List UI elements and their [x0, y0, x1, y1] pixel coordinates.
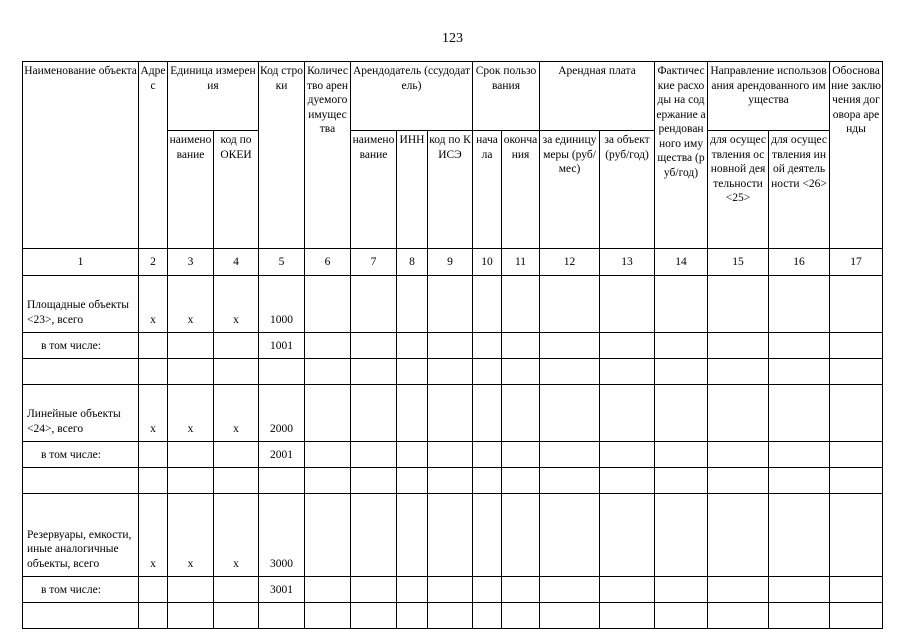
table-cell — [540, 603, 600, 629]
table-cell — [600, 468, 655, 494]
table-row — [23, 442, 883, 468]
row-line-code: 3001 — [259, 577, 305, 603]
table-cell — [305, 468, 351, 494]
table-cell — [600, 494, 655, 577]
row-name: в том числе: — [23, 442, 139, 468]
table-cell — [540, 385, 600, 442]
header-lessor-kise: код по КИСЭ — [428, 131, 473, 249]
row-name — [23, 603, 139, 629]
header-term-end: окончания — [502, 131, 540, 249]
table-cell — [305, 603, 351, 629]
row-address — [139, 603, 168, 629]
table-cell — [351, 333, 397, 359]
row-address: х — [139, 385, 168, 442]
row-address — [139, 577, 168, 603]
table-cell — [351, 442, 397, 468]
table-cell — [351, 494, 397, 577]
row-line-code — [259, 468, 305, 494]
table-cell — [830, 494, 883, 577]
table-cell — [830, 468, 883, 494]
table-cell — [502, 468, 540, 494]
column-number: 12 — [540, 249, 600, 276]
row-unit-okei — [214, 577, 259, 603]
table-cell — [473, 603, 502, 629]
header-lessor-name: наименование — [351, 131, 397, 249]
header-term: Срок пользования — [473, 62, 540, 131]
table-cell — [428, 442, 473, 468]
data-rows — [23, 276, 883, 629]
row-address — [139, 442, 168, 468]
lease-form-table — [22, 61, 883, 629]
table-cell — [502, 603, 540, 629]
row-unit-name — [168, 577, 214, 603]
table-row — [23, 468, 883, 494]
table-cell — [473, 577, 502, 603]
table-cell — [830, 385, 883, 442]
table-cell — [600, 385, 655, 442]
table-cell — [540, 359, 600, 385]
column-number: 3 — [168, 249, 214, 276]
table-row — [23, 494, 883, 577]
column-number: 11 — [502, 249, 540, 276]
table-cell — [655, 333, 708, 359]
table-cell — [351, 359, 397, 385]
table-cell — [655, 385, 708, 442]
table-cell — [305, 333, 351, 359]
header-lessor-inn: ИНН — [397, 131, 428, 249]
table-cell — [540, 442, 600, 468]
table-cell — [397, 577, 428, 603]
table-cell — [830, 603, 883, 629]
table-cell — [397, 494, 428, 577]
row-unit-name: х — [168, 276, 214, 333]
table-cell — [502, 442, 540, 468]
table-cell — [351, 577, 397, 603]
table-cell — [428, 603, 473, 629]
table-cell — [769, 385, 830, 442]
table-cell — [655, 494, 708, 577]
table-cell — [600, 276, 655, 333]
row-unit-name — [168, 333, 214, 359]
row-unit-okei — [214, 468, 259, 494]
row-address — [139, 359, 168, 385]
table-cell — [351, 385, 397, 442]
row-unit-name — [168, 442, 214, 468]
table-cell — [769, 359, 830, 385]
table-cell — [655, 577, 708, 603]
table-cell — [428, 333, 473, 359]
table-cell — [708, 577, 769, 603]
table-cell — [473, 385, 502, 442]
table-cell — [769, 442, 830, 468]
header-usage: Направление использования арендованного имущества — [708, 62, 830, 131]
column-number: 7 — [351, 249, 397, 276]
row-unit-name — [168, 468, 214, 494]
table-cell — [473, 276, 502, 333]
table-cell — [769, 577, 830, 603]
table-cell — [305, 276, 351, 333]
table-cell — [305, 442, 351, 468]
table-cell — [351, 603, 397, 629]
table-cell — [305, 494, 351, 577]
table-cell — [397, 385, 428, 442]
table-cell — [502, 276, 540, 333]
table-cell — [502, 333, 540, 359]
row-line-code: 2001 — [259, 442, 305, 468]
row-name: в том числе: — [23, 577, 139, 603]
table-cell — [769, 494, 830, 577]
row-address — [139, 468, 168, 494]
table-cell — [397, 276, 428, 333]
table-row — [23, 385, 883, 442]
row-name: Линейные объекты <24>, всего — [23, 385, 139, 442]
column-number-row — [23, 249, 883, 276]
header-quantity: Количество арендуемого имущества — [305, 62, 351, 249]
table-cell — [830, 442, 883, 468]
row-unit-okei — [214, 359, 259, 385]
table-cell — [769, 276, 830, 333]
row-name: Резервуары, емкости, иные аналогичные объекты, всего — [23, 494, 139, 577]
table-cell — [397, 468, 428, 494]
header-unit-name: наименование — [168, 131, 214, 249]
header-rent-per-unit: за единицу меры (руб/мес) — [540, 131, 600, 249]
row-unit-name — [168, 603, 214, 629]
header-address: Адрес — [139, 62, 168, 249]
table-cell — [600, 359, 655, 385]
header-lessor: Арендодатель (ссудодатель) — [351, 62, 473, 131]
table-cell — [397, 603, 428, 629]
table-cell — [473, 359, 502, 385]
table-cell — [655, 442, 708, 468]
table-row — [23, 603, 883, 629]
row-address: х — [139, 494, 168, 577]
table-cell — [428, 385, 473, 442]
table-cell — [540, 577, 600, 603]
table-cell — [351, 276, 397, 333]
table-cell — [428, 577, 473, 603]
table-cell — [473, 468, 502, 494]
table-cell — [397, 359, 428, 385]
column-number: 6 — [305, 249, 351, 276]
column-number: 4 — [214, 249, 259, 276]
row-address — [139, 333, 168, 359]
table-cell — [502, 577, 540, 603]
header-rent-per-object: за объект (руб/год) — [600, 131, 655, 249]
table-cell — [473, 494, 502, 577]
header-unit: Единица измерения — [168, 62, 259, 131]
table-row — [23, 333, 883, 359]
table-cell — [502, 385, 540, 442]
row-unit-okei: х — [214, 385, 259, 442]
table-cell — [655, 468, 708, 494]
header-usage-other: для осуществления иной деятельности <26> — [769, 131, 830, 249]
table-cell — [830, 333, 883, 359]
row-line-code — [259, 603, 305, 629]
table-cell — [540, 494, 600, 577]
table-cell — [397, 333, 428, 359]
table-cell — [655, 276, 708, 333]
table-cell — [708, 385, 769, 442]
row-unit-okei: х — [214, 276, 259, 333]
row-line-code: 1000 — [259, 276, 305, 333]
row-address: х — [139, 276, 168, 333]
row-unit-name — [168, 359, 214, 385]
table-cell — [502, 359, 540, 385]
header-justification: Обоснование заключения договора аренды — [830, 62, 883, 249]
table-row — [23, 577, 883, 603]
table-cell — [769, 603, 830, 629]
table-cell — [708, 333, 769, 359]
header-name: Наименование объекта — [23, 62, 139, 249]
table-cell — [708, 603, 769, 629]
table-cell — [397, 442, 428, 468]
table-cell — [428, 468, 473, 494]
row-unit-okei: х — [214, 494, 259, 577]
column-number: 17 — [830, 249, 883, 276]
table-cell — [600, 333, 655, 359]
table-cell — [830, 577, 883, 603]
table-cell — [830, 276, 883, 333]
header-row-top — [23, 62, 883, 131]
table-cell — [351, 468, 397, 494]
header-term-start: начала — [473, 131, 502, 249]
column-number: 16 — [769, 249, 830, 276]
table-cell — [502, 494, 540, 577]
row-name: Площадные объекты <23>, всего — [23, 276, 139, 333]
table-row — [23, 276, 883, 333]
table-cell — [830, 359, 883, 385]
row-line-code: 1001 — [259, 333, 305, 359]
column-number: 15 — [708, 249, 769, 276]
header-rent: Арендная плата — [540, 62, 655, 131]
table-cell — [769, 333, 830, 359]
column-number: 13 — [600, 249, 655, 276]
table-cell — [769, 468, 830, 494]
table-cell — [473, 442, 502, 468]
header-actual-costs: Фактические расходы на содержание арендованного имущества (руб/год) — [655, 62, 708, 249]
table-cell — [655, 603, 708, 629]
table-cell — [305, 359, 351, 385]
row-unit-okei — [214, 603, 259, 629]
header-usage-main: для осуществления основной деятельности <25> — [708, 131, 769, 249]
table-row — [23, 359, 883, 385]
column-number: 9 — [428, 249, 473, 276]
table-cell — [305, 385, 351, 442]
table-cell — [540, 276, 600, 333]
table-cell — [540, 468, 600, 494]
column-number: 10 — [473, 249, 502, 276]
table-cell — [600, 603, 655, 629]
row-name: в том числе: — [23, 333, 139, 359]
column-number: 1 — [23, 249, 139, 276]
table-cell — [428, 359, 473, 385]
table-cell — [428, 276, 473, 333]
row-line-code: 2000 — [259, 385, 305, 442]
column-number: 5 — [259, 249, 305, 276]
row-unit-okei — [214, 333, 259, 359]
table-cell — [655, 359, 708, 385]
row-line-code: 3000 — [259, 494, 305, 577]
table-cell — [305, 577, 351, 603]
header-unit-okei: код по ОКЕИ — [214, 131, 259, 249]
table-cell — [708, 359, 769, 385]
page-number: 123 — [442, 31, 463, 46]
table-cell — [473, 333, 502, 359]
header-line-code: Код строки — [259, 62, 305, 249]
table-cell — [540, 333, 600, 359]
row-name — [23, 359, 139, 385]
table-cell — [600, 577, 655, 603]
column-number: 2 — [139, 249, 168, 276]
table-cell — [428, 494, 473, 577]
table-cell — [708, 276, 769, 333]
table-cell — [600, 442, 655, 468]
row-unit-okei — [214, 442, 259, 468]
column-number: 14 — [655, 249, 708, 276]
row-line-code — [259, 359, 305, 385]
row-unit-name: х — [168, 385, 214, 442]
table-cell — [708, 442, 769, 468]
row-name — [23, 468, 139, 494]
table-cell — [708, 494, 769, 577]
table-cell — [708, 468, 769, 494]
column-number: 8 — [397, 249, 428, 276]
row-unit-name: х — [168, 494, 214, 577]
